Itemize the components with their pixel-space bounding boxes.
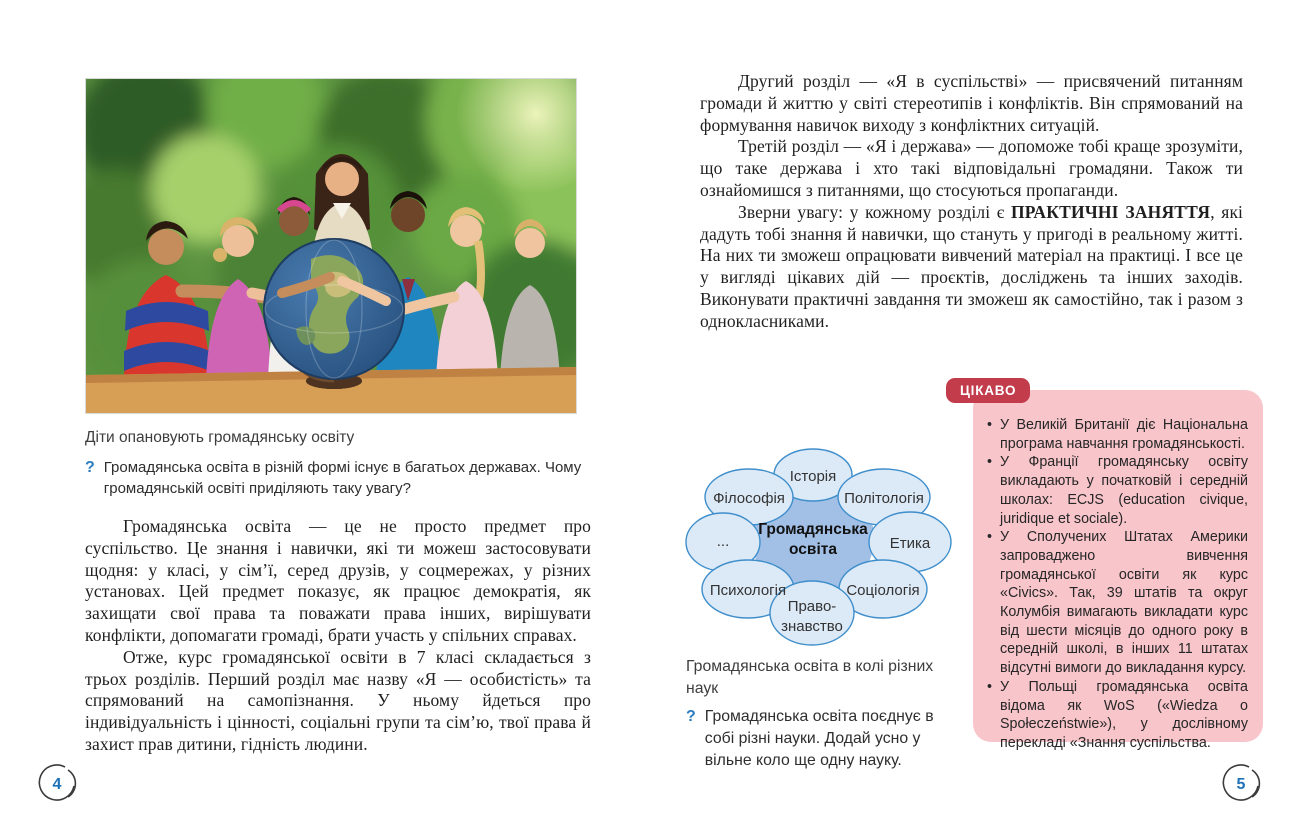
list-item: [987, 528, 1248, 678]
globe: [264, 239, 404, 379]
bullet-icon: •: [987, 678, 993, 695]
bullet-icon: •: [987, 417, 993, 433]
sciences-diagram: [684, 441, 964, 657]
diagram-label-history: Історія: [789, 468, 837, 485]
paragraph-post: , які дадуть тобі знання й навички, що стануть у пригоді в реальному житті. На них ти зможеш опрацювати вивчений матеріал на практиці. І все це у вигляді цікавих дій — проєктів, досліджень та інших заходів. Виконувати практичні завдання ти зможеш як самостійно, так і разом з однокласниками.: [700, 201, 1244, 331]
photo-caption: Діти опановують громадянську освіту: [85, 429, 355, 446]
question-block-right: [686, 706, 962, 772]
interesting-box: [973, 390, 1263, 751]
bullet-icon: •: [987, 529, 993, 546]
question-block-left: [85, 457, 583, 499]
page-number-text: 4: [52, 776, 62, 793]
body-text-right: [700, 71, 1243, 333]
list-item: [987, 416, 1248, 453]
paragraph: Другий розділ — «Я в суспільстві» — присвячений питанням громади й життю у світі стереотипів і конфліктів. Він спрямований на формування навичок виходу з конфліктних ситуацій.: [700, 71, 1243, 135]
diagram-label-ethics: Етика: [889, 535, 931, 552]
list-item: [987, 453, 1248, 528]
photo-children-globe: [85, 78, 577, 414]
diagram-caption: Громадянська освіта в колі різних наук: [686, 658, 934, 697]
diagram-label-other: ...: [716, 533, 730, 550]
paragraph-practical: [700, 202, 1243, 333]
diagram-label-politology: Політологія: [844, 490, 924, 507]
list-item-text: У Франції громадянську освіту викладають у початковій і середній школах: ECJS (education civique, juridique et sociale).: [1000, 454, 1248, 527]
list-item-text: У Сполучених Штатах Америки запроваджено вивчення громадянської освіти як курс «Civics». Так, 39 штатів та округ Колумбія вимагають викладати курс від шести місяців до одного року в середній школі, в інших 11 штатах відсутні вимоги до викладання курсу.: [1000, 529, 1248, 677]
page-number-right: [1218, 760, 1264, 806]
list-item-text: У Польщі громадянська освіта відома як WoS («Wiedza o Społeczeństwie»), у дослівному перекладі «Знання суспільства.: [1000, 678, 1248, 751]
diagram-center-label-1: Громадянська: [758, 521, 868, 538]
list-item-text: У Великій Британії діє Національна програма навчання громадянськості.: [1000, 417, 1248, 452]
list-item: [987, 678, 1248, 753]
paragraph: Отже, курс громадянської освіти в 7 класі складається з трьох розділів. Перший розділ має назву «Я — особистість» та спрямований на самопізнання. У ньому йдеться про індивідуальність і цінності, соціальні групи та сім’ю, твої права й захист прав дитини, гідність людини.: [85, 646, 591, 754]
diagram-center-label-2: освіта: [789, 541, 837, 558]
question-text: Громадянська освіта поєднує в собі різні науки. Додай усно у вільне коло ще одну науку.: [704, 708, 934, 769]
diagram-label-law-2: знавство: [781, 618, 843, 635]
diagram-label-law-1: Право-: [787, 598, 837, 615]
diagram-label-psychology: Психологія: [709, 582, 787, 599]
body-text-left: [85, 516, 591, 756]
question-text: Громадянська освіта в різній формі існує в багатьох державах. Чому громадянській освіті приділяють таку увагу?: [103, 459, 582, 497]
diagram-label-sociology: Соціологія: [846, 582, 920, 599]
question-mark-icon: ?: [85, 459, 95, 476]
diagram-label-philosophy: Філософія: [713, 490, 785, 507]
page-number-left: [34, 760, 80, 806]
paragraph-bold: ПРАКТИЧНІ ЗАНЯТТЯ: [1010, 201, 1211, 222]
photo-children-globe-art: [86, 79, 576, 413]
question-mark-icon: ?: [686, 708, 696, 725]
interesting-list: [987, 416, 1248, 753]
paragraph-pre: Зверни увагу: у кожному розділі є: [738, 201, 1011, 222]
page-number-text: 5: [1236, 776, 1246, 793]
bullet-icon: •: [987, 454, 993, 471]
paragraph: Громадянська освіта — це не просто предмет про суспільство. Це знання і навички, які ти можеш застосовувати щодня: у класі, у сім’ї, серед друзів, у соцмережах, у різних установах. Цей предмет показує, як працює демократія, як захищати свої права та поважати права інших, вирішувати конфлікти, допомагати громаді, брати участь у спільних справах.: [85, 516, 591, 645]
interesting-badge: ЦІКАВО: [946, 378, 1030, 403]
paragraph: Третій розділ — «Я і держава» — допоможе тобі краще зрозуміти, що таке держава і хто такі відповідальні громадяни. Також ти ознайомишся з питаннями, що стосуються пропаганди.: [700, 136, 1243, 200]
